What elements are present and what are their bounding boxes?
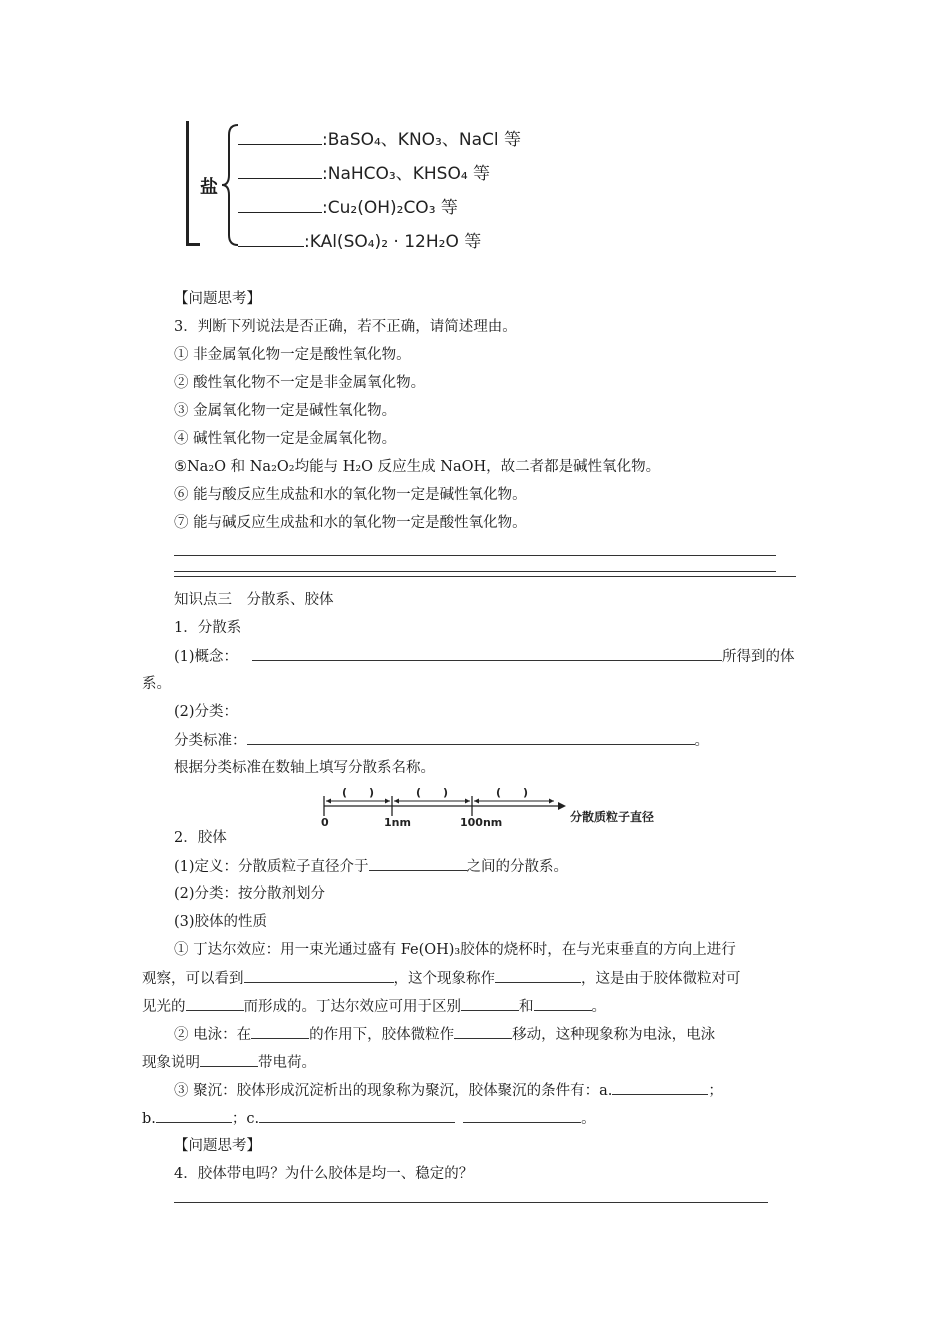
colloid-heading: 2．胶体 — [174, 830, 227, 846]
tyndall-blank-light[interactable] — [186, 996, 244, 1011]
q3-answer-line-1[interactable] — [174, 555, 776, 556]
classification-label: (2)分类： — [174, 704, 239, 720]
axis-tick-100nm: 100nm — [460, 816, 503, 829]
colloid-properties: (3)胶体的性质 — [174, 914, 268, 930]
q4-title: 4．胶体带电吗？为什么胶体是均一、稳定的？ — [174, 1166, 474, 1182]
electro-text-d: 现象说明 — [142, 1055, 200, 1071]
curly-brace-icon — [220, 123, 240, 248]
tyndall-text-a: 观察，可以看到 — [142, 971, 244, 987]
q3-item-2: ② 酸性氧化物不一定是非金属氧化物。 — [174, 375, 426, 391]
q3-item-1: ① 非金属氧化物一定是酸性氧化物。 — [174, 347, 411, 363]
salt-row-3-text: Cu₂(OH)₂CO₃ 等 — [327, 198, 458, 218]
electro-text-e: 带电荷。 — [258, 1055, 316, 1071]
section3-title: 知识点三 分散系、胶体 — [174, 592, 334, 608]
electrophoresis-line-1 — [174, 1024, 715, 1045]
coag-blank-c1[interactable] — [259, 1108, 455, 1123]
electro-text-c: 移动，这种现象称为电泳，电泳 — [512, 1027, 716, 1043]
concept-tail: 所得到的体 — [722, 649, 795, 665]
tyndall-line-1: ① 丁达尔效应：用一束光通过盛有 Fe(OH)₃胶体的烧杯时，在与光束垂直的方向上进行 — [174, 942, 736, 958]
tyndall-text-b: ，这个现象称作 — [393, 971, 495, 987]
electro-blank-direction[interactable] — [454, 1024, 512, 1039]
definition-blank[interactable] — [369, 856, 467, 871]
salt-row-1-text: BaSO₄、KNO₃、NaCl 等 — [327, 130, 521, 150]
tyndall-text-d: 见光的 — [142, 999, 186, 1015]
concept-wrap: 系。 — [142, 676, 171, 692]
definition-label: (1)定义：分散质粒子直径介于 — [174, 859, 369, 875]
axis-instruction: 根据分类标准在数轴上填写分散系名称。 — [174, 760, 435, 776]
electro-blank-charge[interactable] — [200, 1052, 258, 1067]
electrophoresis-line-2 — [142, 1052, 316, 1073]
coag-blank-a[interactable] — [612, 1080, 708, 1095]
salt-row-2-text: NaHCO₃、KHSO₄ 等 — [327, 164, 491, 184]
q3-item-7: ⑦ 能与碱反应生成盐和水的氧化物一定是酸性氧化物。 — [174, 515, 527, 531]
tyndall-line-2 — [142, 968, 741, 989]
tyndall-text-g: 。 — [591, 999, 606, 1015]
concept-line — [174, 646, 795, 667]
standard-tail: 。 — [694, 733, 709, 749]
tyndall-blank-distinguish-2[interactable] — [534, 996, 592, 1011]
coag-blank-c2[interactable] — [463, 1108, 581, 1123]
electro-blank-field[interactable] — [251, 1024, 309, 1039]
tyndall-blank-observe[interactable] — [244, 968, 394, 983]
definition-tail: 之间的分散系。 — [466, 859, 569, 875]
salt-row-4-text: KAl(SO₄)₂ · 12H₂O 等 — [309, 232, 482, 252]
q3-item-3: ③ 金属氧化物一定是碱性氧化物。 — [174, 403, 397, 419]
standard-blank[interactable] — [247, 730, 695, 745]
standard-line — [174, 730, 709, 751]
coag-text-e: 。 — [581, 1111, 596, 1127]
salt-blank-1[interactable] — [238, 128, 322, 145]
q4-header: 【问题思考】 — [174, 1138, 261, 1154]
electro-text-b: 的作用下，胶体微粒作 — [309, 1027, 455, 1043]
salt-classification-figure — [180, 117, 540, 252]
q4-answer-line[interactable] — [174, 1202, 768, 1203]
figure-left-rule — [186, 121, 189, 246]
salt-blank-3[interactable] — [238, 196, 322, 213]
section3-sub1: 1．分散系 — [174, 620, 242, 636]
q3-title: 3．判断下列说法是否正确，若不正确，请简述理由。 — [174, 319, 517, 335]
salt-blank-2[interactable] — [238, 162, 322, 179]
figure-left-rule-foot — [186, 243, 200, 246]
salt-row-1: :BaSO₄、KNO₃、NaCl 等 — [238, 125, 521, 150]
q3-item-4: ④ 碱性氧化物一定是金属氧化物。 — [174, 431, 397, 447]
q3-item-5: ⑤Na₂O 和 Na₂O₂均能与 H₂O 反应生成 NaOH，故二者都是碱性氧化物。 — [174, 459, 661, 475]
salt-row-2: :NaHCO₃、KHSO₄ 等 — [238, 159, 490, 184]
tyndall-blank-distinguish-1[interactable] — [461, 996, 519, 1011]
q3-header: 【问题思考】 — [174, 291, 261, 307]
axis-label: 分散质粒子直径 — [570, 810, 655, 824]
tyndall-text-f: 和 — [519, 999, 534, 1015]
electro-text-a: ② 电泳：在 — [174, 1027, 252, 1043]
coagulation-line-2 — [142, 1108, 596, 1129]
colloid-classification: (2)分类：按分散剂划分 — [174, 886, 326, 902]
tyndall-text-c: ，这是由于胶体微粒对可 — [581, 971, 741, 987]
tyndall-blank-name[interactable] — [495, 968, 581, 983]
salt-category-label: 盐 — [200, 177, 218, 198]
coag-text-c: b. — [142, 1111, 156, 1127]
coag-text-a: ③ 聚沉：胶体形成沉淀析出的现象称为聚沉，胶体聚沉的条件有：a. — [174, 1083, 613, 1099]
axis-slot-3[interactable]: ( ) — [496, 786, 529, 799]
tyndall-text-e: 而形成的。丁达尔效应可用于区别 — [243, 999, 461, 1015]
concept-label: (1)概念： — [174, 649, 239, 665]
q3-answer-line-3[interactable] — [174, 576, 796, 577]
axis-tick-1nm: 1nm — [384, 816, 411, 829]
salt-row-3: :Cu₂(OH)₂CO₃ 等 — [238, 193, 458, 218]
concept-blank[interactable] — [252, 646, 722, 661]
coag-blank-b[interactable] — [156, 1108, 232, 1123]
coag-text-b: ； — [708, 1083, 723, 1099]
standard-label: 分类标准： — [174, 733, 247, 749]
axis-slot-2[interactable]: ( ) — [416, 786, 449, 799]
definition-line — [174, 856, 568, 877]
q3-item-6: ⑥ 能与酸反应生成盐和水的氧化物一定是碱性氧化物。 — [174, 487, 527, 503]
q3-answer-line-2[interactable] — [174, 571, 776, 572]
axis-slot-1[interactable]: ( ) — [342, 786, 375, 799]
salt-blank-4[interactable] — [238, 230, 304, 247]
coagulation-line-1 — [174, 1080, 723, 1101]
axis-tick-0: 0 — [321, 816, 329, 829]
tyndall-line-3 — [142, 996, 606, 1017]
coag-text-d: ；c. — [231, 1111, 260, 1127]
salt-row-4: :KAl(SO₄)₂ · 12H₂O 等 — [238, 227, 481, 252]
dispersion-number-axis — [318, 786, 668, 831]
